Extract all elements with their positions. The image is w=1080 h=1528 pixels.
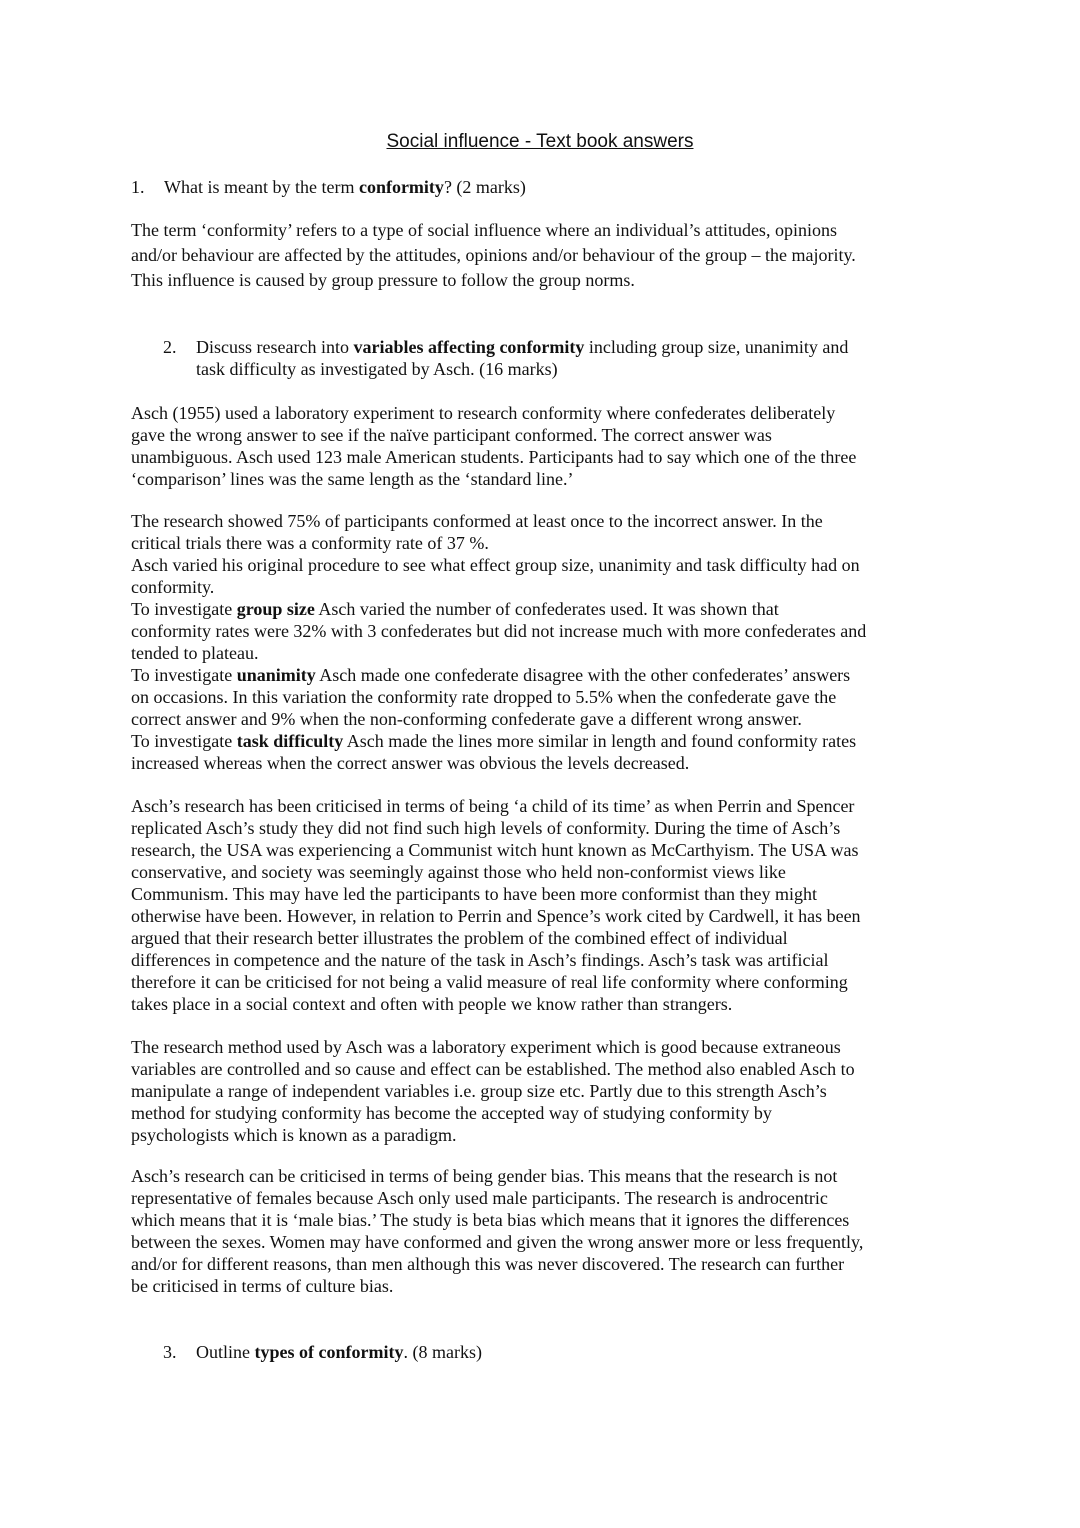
text-line [131,554,866,576]
text-segment: ? (2 marks) [443,177,526,197]
text-segment: increased whereas when the correct answer was obvious the levels decreased. [131,753,690,773]
bold-term: unanimity [236,665,316,685]
text-segment: representative of females because Asch only used male participants. The research is androcentric [131,1188,828,1208]
text-segment: conservative, and society was seemingly against those who held non-conformist views like [131,862,786,882]
text-line [131,620,866,642]
text-segment: method for studying conformity has become the accepted way of studying conformity by [131,1103,772,1123]
text-line [131,510,866,532]
text-segment: Outline [196,1342,255,1362]
text-line [131,795,861,817]
text-segment: gave the wrong answer to see if the naïve participant conformed. The correct answer was [131,425,772,445]
text-line [131,861,861,883]
text-segment: Asch’s research can be criticised in terms of being gender bias. This means that the research is not [131,1166,838,1186]
asch-method-paragraph [131,402,856,490]
text-line [131,402,856,424]
text-line [131,927,861,949]
text-line [131,268,856,293]
bold-term: variables affecting conformity [353,337,585,357]
text-segment: otherwise have been. However, in relation to Perrin and Spence’s work cited by Cardwell, it has been [131,906,861,926]
text-segment: To investigate [131,665,237,685]
text-segment: and/or behaviour are affected by the attitudes, opinions and/or behaviour of the group – the majority. [131,245,856,265]
text-segment: Asch’s research has been criticised in terms of being ‘a child of its time’ as when Perrin and Spencer [131,796,855,816]
text-segment: manipulate a range of independent variables i.e. group size etc. Partly due to this strength Asch’s [131,1081,827,1101]
question-number: 1. [131,177,145,197]
text-line [131,1231,863,1253]
document-title: Social influence - Text book answers [386,131,694,152]
text-segment: argued that their research better illustrates the problem of the combined effect of individual [131,928,788,948]
text-segment: What is meant by the term [164,177,359,197]
text-segment: critical trials there was a conformity rate of 37 %. [131,533,489,553]
text-segment: To investigate [131,731,237,751]
text-segment: unambiguous. Asch used 123 male American students. Participants had to say which one of the three [131,447,857,467]
text-line [131,949,861,971]
research-method-paragraph [131,1036,855,1146]
asch-variations-paragraph [131,510,866,774]
text-line [131,598,866,620]
text-segment: The term ‘conformity’ refers to a type of social influence where an individual’s attitudes, opinions [131,220,837,240]
text-line [131,1036,855,1058]
text-segment: therefore it can be criticised for not being a valid measure of real life conformity where conforming [131,972,848,992]
text-segment: Asch (1955) used a laboratory experiment to research conformity where confederates deliberately [131,403,836,423]
text-line [131,1187,863,1209]
text-line [131,576,866,598]
text-segment: This influence is caused by group pressure to follow the group norms. [131,270,635,290]
text-segment: psychologists which is known as a paradigm. [131,1125,457,1145]
text-segment: between the sexes. Women may have conformed and given the wrong answer more or less frequently, [131,1232,864,1252]
text-segment: . (8 marks) [403,1342,482,1362]
text-line [131,664,866,686]
text-line [131,243,856,268]
text-segment: Discuss research into [196,337,354,357]
text-segment: be criticised in terms of culture bias. [131,1276,394,1296]
text-line [196,1341,482,1363]
bold-term: group size [236,599,315,619]
text-segment: on occasions. In this variation the conformity rate dropped to 5.5% when the confederate gave the [131,687,837,707]
text-line [131,708,866,730]
text-line [131,730,866,752]
text-segment: ‘comparison’ lines was the same length as the ‘standard line.’ [131,469,574,489]
question-number: 2. [163,337,177,357]
text-line [196,358,848,380]
text-line [131,817,861,839]
text-segment: conformity. [131,577,215,597]
question-text [164,176,526,198]
text-segment: Asch made one confederate disagree with the other confederates’ answers [315,665,851,685]
bold-term: task difficulty [236,731,344,751]
text-line [131,1058,855,1080]
text-segment: Asch varied the number of confederates used. It was shown that [314,599,779,619]
text-line [131,1124,855,1146]
question-number: 3. [163,1342,177,1362]
text-segment: conformity rates were 32% with 3 confederates but did not increase much with more confederates and [131,621,867,641]
text-line [131,218,856,243]
text-segment: replicated Asch’s study they did not find such high levels of conformity. During the time of Asch’s [131,818,841,838]
question-text [196,1341,482,1363]
text-line [131,468,856,490]
text-segment: Communism. This may have led the participants to have been more conformist than they might [131,884,818,904]
text-line [131,993,861,1015]
gender-bias-paragraph [131,1165,863,1297]
text-line [131,839,861,861]
bold-term: types of conformity [254,1342,404,1362]
text-line [131,642,866,664]
text-line [131,1209,863,1231]
child-of-its-time-paragraph [131,795,861,1015]
text-segment: variables are controlled and so cause and effect can be established. The method also enabled Asch to [131,1059,855,1079]
text-line [131,446,856,468]
text-segment: Asch varied his original procedure to see what effect group size, unanimity and task difficulty had on [131,555,860,575]
text-line [196,336,848,358]
text-segment: tended to plateau. [131,643,259,663]
text-segment: To investigate [131,599,237,619]
question-text [196,336,848,380]
text-segment: differences in competence and the nature of the task in Asch’s findings. Asch’s task was artificial [131,950,829,970]
text-line [131,905,861,927]
text-line [131,1165,863,1187]
text-line [131,752,866,774]
text-line [131,1102,855,1124]
answer-1-paragraph [131,218,856,293]
text-segment: including group size, unanimity and [584,337,849,357]
text-segment: correct answer and 9% when the non-conforming confederate gave a different wrong answer. [131,709,802,729]
text-segment: The research method used by Asch was a laboratory experiment which is good because extraneous [131,1037,841,1057]
text-line [131,1080,855,1102]
text-line [131,1275,863,1297]
text-line [131,532,866,554]
text-segment: Asch made the lines more similar in length and found conformity rates [343,731,857,751]
text-segment: The research showed 75% of participants conformed at least once to the incorrect answer. In the [131,511,823,531]
bold-term: conformity [358,177,444,197]
text-line [131,424,856,446]
text-line [131,971,861,993]
text-line [131,883,861,905]
text-segment: which means that it is ‘male bias.’ The study is beta bias which means that it ignores the differences [131,1210,850,1230]
text-line [131,686,866,708]
text-line [131,1253,863,1275]
text-line [164,176,526,198]
text-segment: and/or for different reasons, than men although this was never discovered. The research can further [131,1254,845,1274]
text-segment: takes place in a social context and often with people we know rather than strangers. [131,994,733,1014]
text-segment: task difficulty as investigated by Asch. (16 marks) [196,359,558,379]
text-segment: research, the USA was experiencing a Communist witch hunt known as McCarthyism. The USA was [131,840,859,860]
